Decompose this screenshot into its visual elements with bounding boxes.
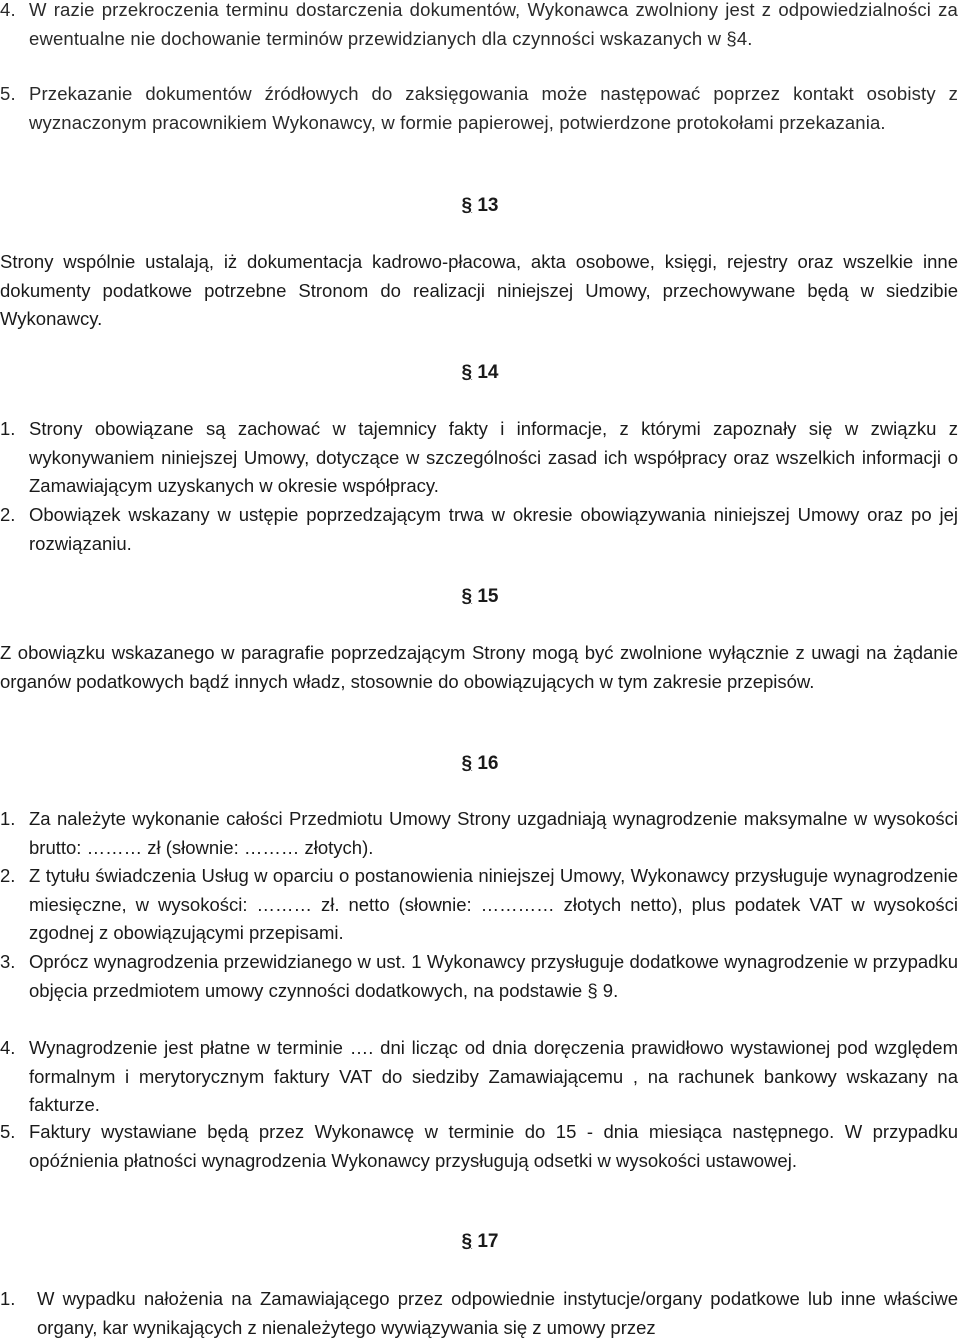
list-item (0, 501, 958, 558)
section-heading-13 (0, 192, 960, 221)
item-number: 3. (0, 951, 16, 972)
item-number: 2. (0, 504, 16, 525)
list-item (0, 862, 958, 948)
item-text: Obowiązek wskazany w ustępie poprzedzającym trwa w okresie obowiązywania niniejszej Umowy oraz po jej rozwiązaniu. (29, 504, 958, 554)
section-symbol: § (461, 753, 473, 774)
list-item (0, 415, 958, 501)
item-number: 4. (0, 0, 16, 20)
section-number: 16 (477, 753, 499, 774)
item-text: Wynagrodzenie jest płatne w terminie …. dni licząc od dnia doręczenia prawidłowo wystawionej pod względem formalnym i merytorycznym faktury VAT do siedziby Zamawiającemu , na rachunek bankowy wskazany na fakturze. (29, 1037, 958, 1116)
item-text: Oprócz wynagrodzenia przewidzianego w ust. 1 Wykonawcy przysługuje dodatkowe wynagrodzenie w przypadku objęcia przedmiotem umowy czynności dodatkowych, na podstawie § 9. (29, 951, 958, 1001)
section-heading-16 (0, 750, 960, 779)
section-number: 15 (477, 586, 499, 607)
section-symbol: § (461, 1231, 473, 1252)
list-item (0, 80, 958, 137)
item-number: 5. (0, 1121, 16, 1142)
list-item (0, 948, 958, 1005)
item-text: W razie przekroczenia terminu dostarczenia dokumentów, Wykonawca zwolniony jest z odpowiedzialności za ewentualne nie dochowanie terminów przewidzianych dla czynności wskazanych w §4. (29, 0, 958, 49)
list-item (0, 1285, 958, 1342)
item-text: Strony obowiązane są zachować w tajemnicy fakty i informacje, z którymi zapoznały się w związku z wykonywaniem niniejszej Umowy, dotyczące w szczególności zasad ich współpracy oraz wszelkich informacji o Zamawiającym uzyskanych w okresie współpracy. (29, 418, 958, 497)
item-number: 5. (0, 83, 16, 104)
item-text: W wypadku nałożenia na Zamawiającego przez odpowiednie instytucje/organy podatkowe lub inne właściwe organy, kar wynikających z nienależytego wywiązywania się z umowy przez (37, 1288, 958, 1338)
item-text: Faktury wystawiane będą przez Wykonawcę w terminie do 15 - dnia miesiąca następnego. W przypadku opóźnienia płatności wynagrodzenia Wykonawcy przysługują odsetki w wysokości ustawowej. (29, 1121, 958, 1171)
section-heading-17 (0, 1228, 960, 1257)
paragraph-13: Strony wspólnie ustalają, iż dokumentacja kadrowo-płacowa, akta osobowe, księgi, rejestry oraz wszelkie inne dokumenty podatkowe potrzebne Stronom do realizacji niniejszej Umowy, przechowywane będą w siedzibie Wykonawcy. (0, 251, 958, 330)
item-number: 1. (0, 418, 16, 439)
item-number: 1. (0, 1288, 16, 1309)
list-item (0, 1118, 958, 1175)
section-number: 14 (477, 362, 499, 383)
item-number: 2. (0, 865, 16, 886)
section-heading-14 (0, 359, 960, 388)
item-number: 4. (0, 1037, 16, 1058)
paragraph-15: Z obowiązku wskazanego w paragrafie poprzedzającym Strony mogą być zwolnione wyłącznie z uwagi na żądanie organów podatkowych bądź innych władz, stosownie do obowiązujących w tym zakresie przepisów. (0, 642, 958, 692)
item-text: Z tytułu świadczenia Usług w oparciu o postanowienia niniejszej Umowy, Wykonawcy przysługuje wynagrodzenie miesięczne, w wysokości: ……… zł. netto (słownie: ………… złotych netto), plus podatek VAT w wysokości zgodnej z obowiązującymi przepisami. (29, 865, 958, 944)
section-number: 13 (477, 195, 499, 216)
list-item (0, 1034, 958, 1120)
list-item (0, 805, 958, 862)
section-symbol: § (461, 586, 473, 607)
section-symbol: § (461, 362, 473, 383)
item-text: Za należyte wykonanie całości Przedmiotu Umowy Strony uzgadniają wynagrodzenie maksymalne w wysokości brutto: ……… zł (słownie: ……… złotych). (29, 808, 958, 858)
section-number: 17 (477, 1231, 499, 1252)
section-heading-15 (0, 583, 960, 612)
item-number: 1. (0, 808, 16, 829)
list-item (0, 0, 958, 53)
section-symbol: § (461, 195, 473, 216)
item-text: Przekazanie dokumentów źródłowych do zaksięgowania może następować poprzez kontakt osobisty z wyznaczonym pracownikiem Wykonawcy, w formie papierowej, potwierdzone protokołami przekazania. (29, 83, 958, 133)
